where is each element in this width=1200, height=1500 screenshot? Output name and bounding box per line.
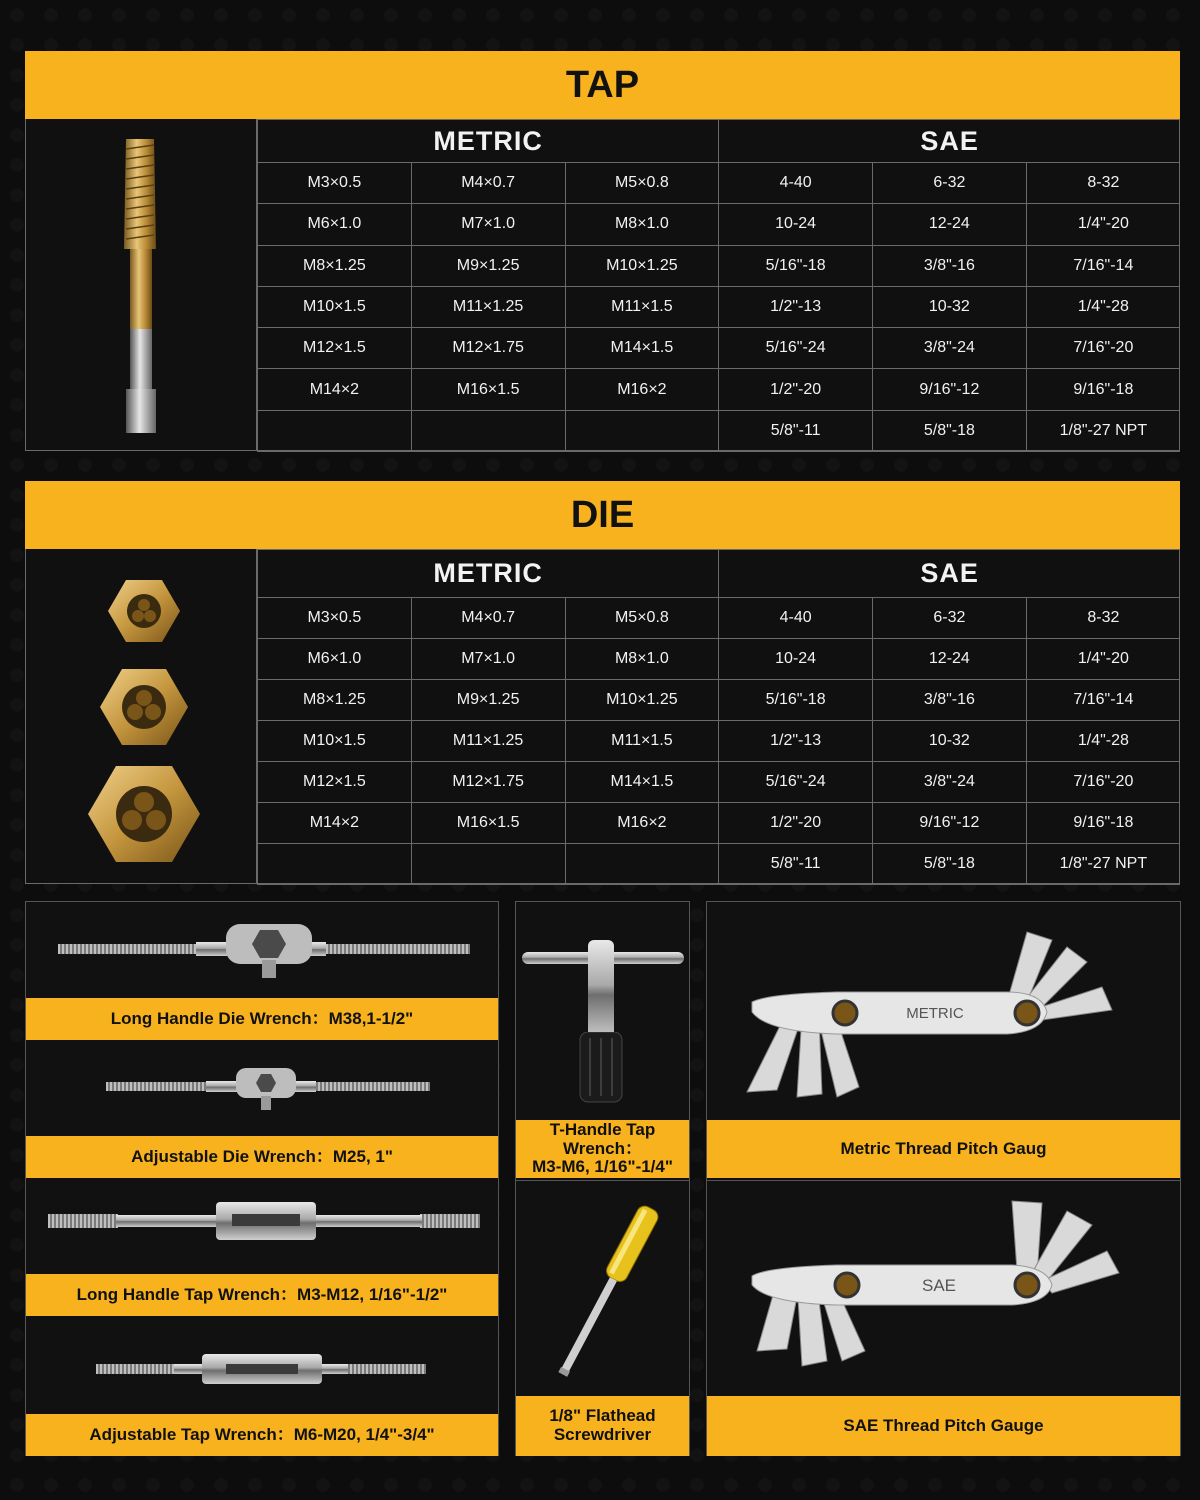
tap-size-cell: M12×1.75 xyxy=(411,328,565,369)
tap-size-cell: 1/4"-20 xyxy=(1026,204,1180,245)
die-size-cell xyxy=(258,844,412,885)
die-size-cell: M11×1.5 xyxy=(565,721,719,762)
long-die-wrench-label: Long Handle Die Wrench：M38,1-1/2" xyxy=(26,998,498,1040)
long-die-wrench-image xyxy=(26,902,498,998)
adj-die-wrench-image xyxy=(26,1040,498,1136)
tap-metric-header: METRIC xyxy=(258,120,719,163)
die-rows xyxy=(258,598,1181,885)
tap-size-cell: M10×1.25 xyxy=(565,245,719,286)
tap-image xyxy=(26,119,257,450)
tap-size-row xyxy=(258,163,1181,204)
tap-size-cell: 9/16"-12 xyxy=(873,369,1027,410)
die-size-cell: M10×1.25 xyxy=(565,680,719,721)
t-handle-image xyxy=(516,902,689,1120)
screwdriver-label-line2: Screwdriver xyxy=(553,1425,652,1444)
t-handle-label-line1: T-Handle Tap Wrench： xyxy=(549,1119,656,1158)
tap-size-cell: M9×1.25 xyxy=(411,245,565,286)
die-size-cell: M11×1.25 xyxy=(411,721,565,762)
sae-gauge-label: SAE Thread Pitch Gauge xyxy=(707,1396,1180,1456)
tap-size-row xyxy=(258,245,1181,286)
tap-size-cell: 12-24 xyxy=(873,204,1027,245)
tap-size-cell: M8×1.25 xyxy=(258,245,412,286)
tap-size-row xyxy=(258,204,1181,245)
tap-size-cell: M16×1.5 xyxy=(411,369,565,410)
screwdriver-label xyxy=(516,1396,689,1456)
tap-size-cell: M3×0.5 xyxy=(258,163,412,204)
die-size-cell: M16×2 xyxy=(565,803,719,844)
die-size-row xyxy=(258,639,1181,680)
tap-size-cell: 7/16"-20 xyxy=(1026,328,1180,369)
sae-gauge-icon xyxy=(707,1181,1180,1397)
die-holder-icon xyxy=(226,920,312,980)
tap-size-cell: 5/16"-18 xyxy=(719,245,873,286)
die-size-cell: M16×1.5 xyxy=(411,803,565,844)
tap-size-cell: M4×0.7 xyxy=(411,163,565,204)
screwdriver-icon xyxy=(536,1191,676,1391)
tap-size-cell: M14×2 xyxy=(258,369,412,410)
die-size-row xyxy=(258,844,1181,885)
die-size-cell xyxy=(565,844,719,885)
die-size-cell: M4×0.7 xyxy=(411,598,565,639)
metric-gauge-icon xyxy=(707,902,1180,1120)
die-table-body xyxy=(25,549,1180,884)
die-size-row xyxy=(258,803,1181,844)
tap-size-cell: 5/16"-24 xyxy=(719,328,873,369)
tap-size-cell: M5×0.8 xyxy=(565,163,719,204)
die-size-cell: 3/8"-24 xyxy=(873,762,1027,803)
tap-size-cell: M10×1.5 xyxy=(258,286,412,327)
die-size-cell: M5×0.8 xyxy=(565,598,719,639)
tap-size-cell: 3/8"-16 xyxy=(873,245,1027,286)
tap-size-cell: 10-24 xyxy=(719,204,873,245)
die-size-cell: 12-24 xyxy=(873,639,1027,680)
tap-size-row xyxy=(258,286,1181,327)
die-size-cell xyxy=(411,844,565,885)
t-handle-panel xyxy=(515,901,690,1456)
tap-size-cell: 7/16"-14 xyxy=(1026,245,1180,286)
tap-size-cell: 1/2"-20 xyxy=(719,369,873,410)
screwdriver-label-line1: 1/8" Flathead xyxy=(549,1406,656,1426)
tap-size-cell: M6×1.0 xyxy=(258,204,412,245)
die-size-cell: 6-32 xyxy=(873,598,1027,639)
die-size-cell: 7/16"-14 xyxy=(1026,680,1180,721)
die-size-cell: 1/2"-20 xyxy=(719,803,873,844)
die-holder-icon xyxy=(236,1064,296,1112)
tap-size-cell: M16×2 xyxy=(565,369,719,410)
die-size-cell: M9×1.25 xyxy=(411,680,565,721)
tap-size-cell: M7×1.0 xyxy=(411,204,565,245)
tap-size-cell: 5/8"-18 xyxy=(873,410,1027,451)
tap-size-cell: 9/16"-18 xyxy=(1026,369,1180,410)
metric-gauge-image xyxy=(707,902,1180,1120)
die-section xyxy=(25,481,1180,884)
die-size-cell: M12×1.75 xyxy=(411,762,565,803)
die-size-cell: M8×1.0 xyxy=(565,639,719,680)
die-size-cell: M6×1.0 xyxy=(258,639,412,680)
die-size-cell: M3×0.5 xyxy=(258,598,412,639)
die-size-cell: 9/16"-12 xyxy=(873,803,1027,844)
adj-tap-wrench-image xyxy=(26,1316,498,1414)
tap-size-cell xyxy=(258,410,412,451)
die-size-cell: 10-24 xyxy=(719,639,873,680)
die-size-cell: 5/8"-18 xyxy=(873,844,1027,885)
die-metric-header: METRIC xyxy=(258,550,719,598)
tap-size-cell: M14×1.5 xyxy=(565,328,719,369)
die-size-cell: 1/4"-28 xyxy=(1026,721,1180,762)
die-size-cell: 4-40 xyxy=(719,598,873,639)
sae-gauge-image xyxy=(707,1180,1180,1396)
die-banner: DIE xyxy=(25,481,1180,549)
die-size-cell: 10-32 xyxy=(873,721,1027,762)
t-handle-label xyxy=(516,1120,689,1178)
die-size-cell: 5/16"-24 xyxy=(719,762,873,803)
tap-size-cell: 5/8"-11 xyxy=(719,410,873,451)
hex-die-icon xyxy=(26,549,257,884)
die-size-cell: 9/16"-18 xyxy=(1026,803,1180,844)
long-tap-wrench-image xyxy=(26,1178,498,1274)
tap-rows xyxy=(258,163,1181,452)
tap-size-cell: 10-32 xyxy=(873,286,1027,327)
die-size-cell: 8-32 xyxy=(1026,598,1180,639)
die-size-cell: 1/8"-27 NPT xyxy=(1026,844,1180,885)
die-size-row xyxy=(258,680,1181,721)
tap-size-cell: 6-32 xyxy=(873,163,1027,204)
screwdriver-image xyxy=(516,1180,689,1396)
tap-size-cell: 3/8"-24 xyxy=(873,328,1027,369)
tap-size-cell: 8-32 xyxy=(1026,163,1180,204)
sae-gauge-marking: SAE xyxy=(921,1276,957,1295)
die-size-cell: M14×2 xyxy=(258,803,412,844)
t-handle-label-line2: M3-M6, 1/16"-1/4" xyxy=(532,1157,673,1177)
adj-tap-wrench-label: Adjustable Tap Wrench：M6-M20, 1/4"-3/4" xyxy=(26,1414,498,1456)
die-size-row xyxy=(258,721,1181,762)
die-size-cell: M7×1.0 xyxy=(411,639,565,680)
tap-size-cell: 1/4"-28 xyxy=(1026,286,1180,327)
tap-size-cell: M8×1.0 xyxy=(565,204,719,245)
tap-size-row xyxy=(258,410,1181,451)
die-size-cell: M10×1.5 xyxy=(258,721,412,762)
die-image xyxy=(26,549,257,883)
die-size-cell: 5/8"-11 xyxy=(719,844,873,885)
tap-size-cell xyxy=(411,410,565,451)
tap-size-cell: 1/2"-13 xyxy=(719,286,873,327)
die-size-cell: 7/16"-20 xyxy=(1026,762,1180,803)
tap-size-cell xyxy=(565,410,719,451)
die-sae-header: SAE xyxy=(719,550,1180,598)
tap-size-cell: 1/8"-27 NPT xyxy=(1026,410,1180,451)
tap-section xyxy=(25,51,1180,451)
die-size-cell: M12×1.5 xyxy=(258,762,412,803)
die-size-cell: 1/4"-20 xyxy=(1026,639,1180,680)
tap-size-cell: M12×1.5 xyxy=(258,328,412,369)
die-size-cell: 5/16"-18 xyxy=(719,680,873,721)
tap-size-cell: M11×1.25 xyxy=(411,286,565,327)
die-size-cell: 3/8"-16 xyxy=(873,680,1027,721)
adj-die-wrench-label: Adjustable Die Wrench：M25, 1" xyxy=(26,1136,498,1178)
tap-bit-icon xyxy=(26,119,257,451)
tap-size-cell: M11×1.5 xyxy=(565,286,719,327)
wrench-panel xyxy=(25,901,499,1456)
tap-table xyxy=(257,119,1180,452)
die-size-row xyxy=(258,762,1181,803)
die-size-row xyxy=(258,598,1181,639)
die-size-cell: 1/2"-13 xyxy=(719,721,873,762)
gauge-panel xyxy=(706,901,1181,1456)
metric-gauge-marking: METRIC xyxy=(906,1005,964,1022)
tap-size-cell: 4-40 xyxy=(719,163,873,204)
tap-size-row xyxy=(258,369,1181,410)
tap-size-row xyxy=(258,328,1181,369)
metric-gauge-label: Metric Thread Pitch Gaug xyxy=(707,1120,1180,1178)
die-size-cell: M14×1.5 xyxy=(565,762,719,803)
tap-sae-header: SAE xyxy=(719,120,1180,163)
long-tap-wrench-label: Long Handle Tap Wrench：M3-M12, 1/16"-1/2" xyxy=(26,1274,498,1316)
grip-icon xyxy=(576,1032,626,1104)
tap-banner: TAP xyxy=(25,51,1180,119)
die-table xyxy=(257,549,1180,885)
die-size-cell: M8×1.25 xyxy=(258,680,412,721)
tap-table-body xyxy=(25,119,1180,451)
